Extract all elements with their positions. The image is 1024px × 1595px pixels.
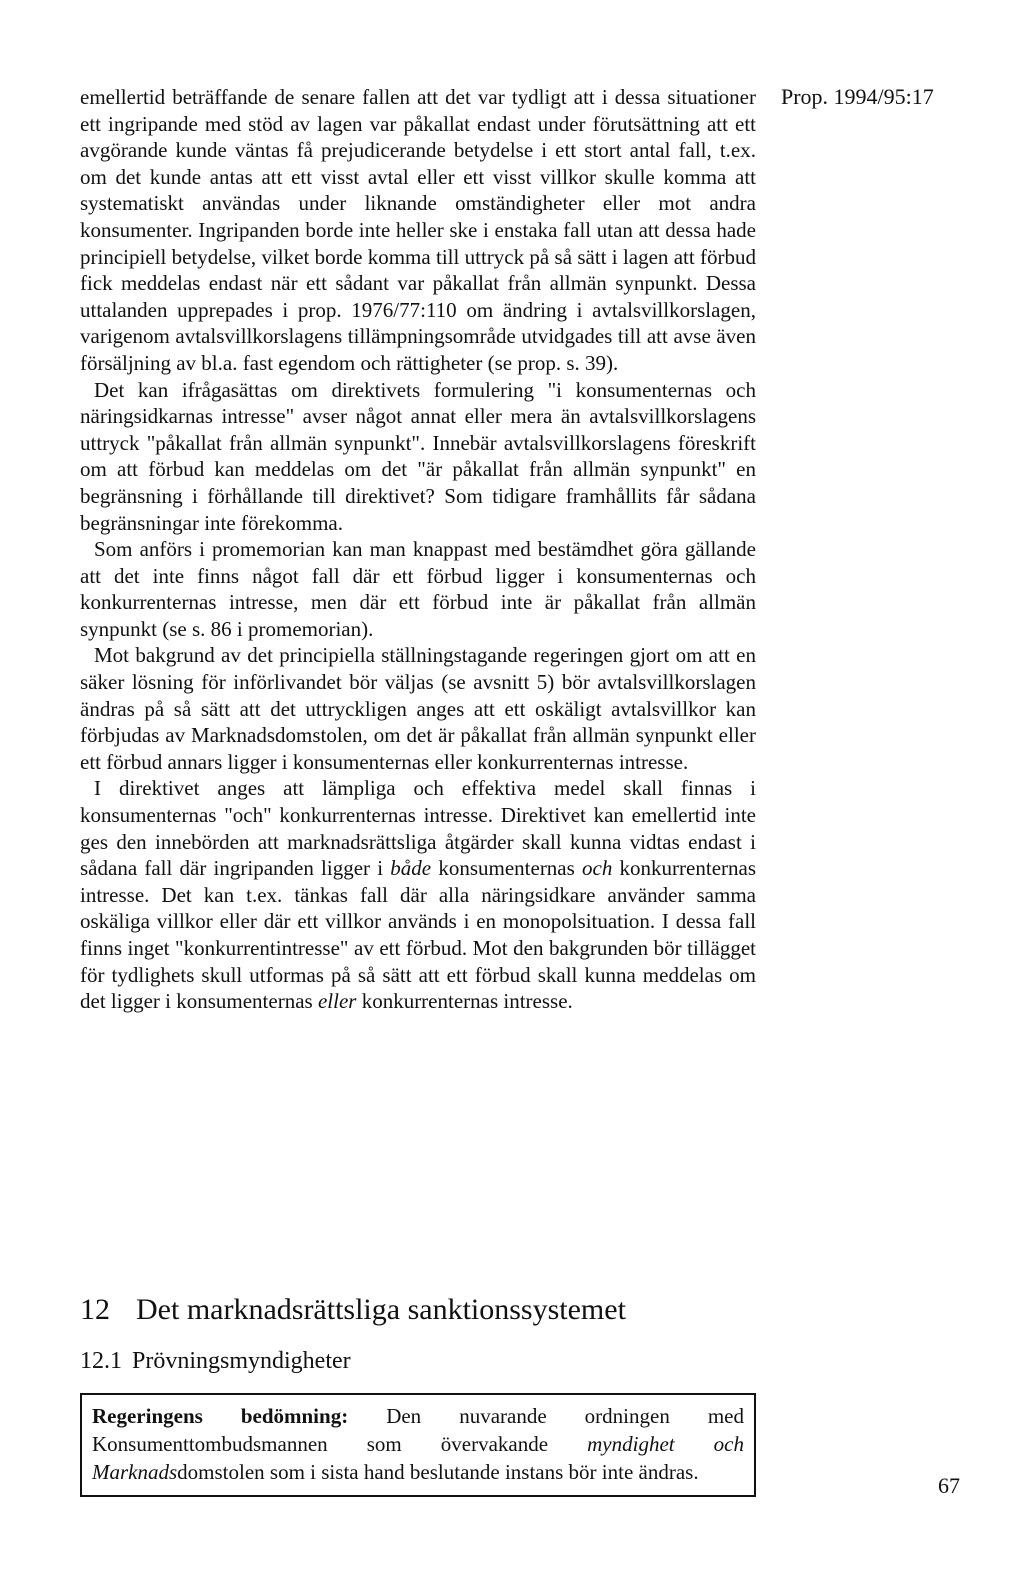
assessment-text: Den nuvarande ordningen med Konsumenttombudsmannen som övervakande [92,1404,744,1456]
section-title: Det marknadsrättsliga sanktionssystemet [136,1293,626,1326]
paragraph: Det kan ifrågasättas om direktivets formulering "i konsumenternas och näringsidkarnas intresse" avser något annat eller mera än avtalsvillkorslagens uttryck "påkallat från allmän synpunkt". Innebär avtalsvillkorslagens föreskrift om att förbud kan meddelas om det "är påkallat från allmän synpunkt" en begränsning i förhållande till direktivet? Som tidigare framhållits får sådana begränsningar inte förekomma. [80,377,756,535]
subsection-number: 12.1 [80,1348,122,1374]
paragraph: Som anförs i promemorian kan man knappast med bestämdhet göra gällande att det inte finns något fall där ett förbud ligger i konsumenternas och konkurrenternas intresse, men där ett förbud inte är påkallat från allmän synpunkt (se s. 86 i promemorian). [80,537,756,641]
assessment-box [80,1393,756,1497]
section-number: 12 [80,1293,110,1326]
paragraph [80,775,756,1014]
emphasis: både [390,856,432,881]
page-number: 67 [938,1473,960,1498]
paragraph-text: konsumenternas [431,856,583,881]
paragraph-text: konkurrenternas intresse. Det kan t.ex. tänkas fall där alla näringsidkare använder samma oskäliga villkor eller där ett villkor används i en monopolsituation. I dessa fall finns inget "konkurrentintresse" av ett förbud. Mot den bakgrunden bör tillägget för tydlighets skull utformas på så sätt att ett förbud skall kunna meddelas om det ligger i konsumenternas [80,856,756,1014]
margin-reference: Prop. 1994/95:17 [781,84,934,109]
emphasis: eller [317,989,357,1014]
paragraph: emellertid beträffande de senare fallen att det var tydligt att i dessa situationer ett ingripande med stöd av lagen var påkallat endast under förutsättning att ett avgörande kunde väntas få prejudicerande betydelse i ett stort antal fall, t.ex. om det kunde antas att ett visst avtal eller ett visst villkor skulle komma att systematiskt användas under liknande omständigheter eller mot andra konsumenter. Ingripanden borde inte heller ske i enstaka fall utan att dessa hade principiell betydelse, vilket borde komma till uttryck på så sätt i lagen att förbud fick meddelas endast när ett sådant var påkallat från allmän synpunkt. Dessa uttalanden upprepades i prop. 1976/77:110 om ändring i avtalsvillkorslagen, varigenom avtalsvillkorslagens tillämpningsområde utvidgades till att avse även försäljning av bl.a. fast egendom och rättigheter (se prop. s. 39). [80,85,756,375]
assessment-text: domstolen som i sista hand beslutande instans bör inte ändras. [177,1460,699,1484]
paragraph-text: I direktivet anges att lämpliga och effektiva medel skall finnas i konsumenternas "och" konkurrenternas intresse. Direktivet kan emellertid inte ges den innebörden att marknadsrättsliga åtgärder skall kunna vidtas endast i sådana fall där ingripanden ligger i [80,776,756,881]
body-text [80,84,756,1015]
emphasis: och [582,856,613,881]
paragraph: Mot bakgrund av det principiella ställningstagande regeringen gjort om att en säker lösning för införlivandet bör väljas (se avsnitt 5) bör avtalsvillkorslagen ändras på så sätt att det uttryckligen anges att ett oskäligt avtalsvillkor kan förbjudas av Marknadsdomstolen, om det är påkallat från allmän synpunkt eller ett förbud annars ligger i konsumenternas eller konkurrenternas intresse. [80,643,756,774]
subsection-title: Prövningsmyndigheter [132,1348,351,1374]
section-heading [80,1291,626,1329]
paragraph-text: konkurrenternas intresse. [356,989,573,1014]
assessment-lead: Regeringens bedömning: [92,1404,349,1428]
assessment-emphasis: myndighet och Marknads [92,1432,745,1484]
subsection-heading [80,1346,351,1376]
